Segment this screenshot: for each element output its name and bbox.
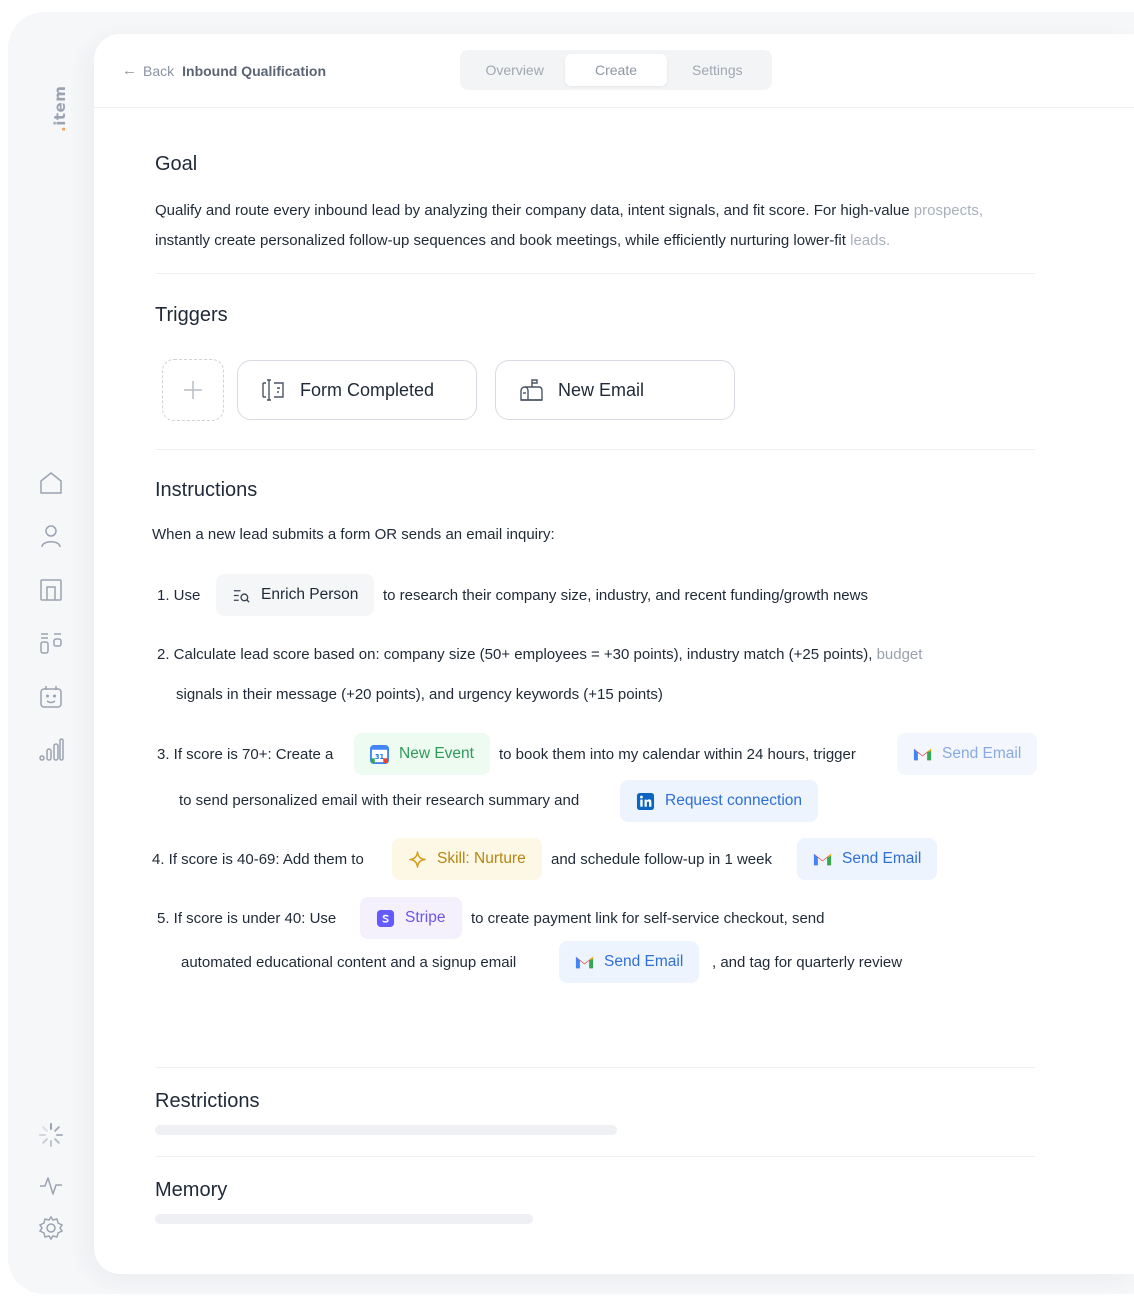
- step-4-middle: and schedule follow-up in 1 week: [551, 851, 772, 868]
- skill-nurture-chip[interactable]: [392, 838, 542, 880]
- enrich-person-chip[interactable]: [216, 574, 374, 616]
- main-panel: [94, 34, 1134, 1274]
- step-2-text-fade: budget: [876, 646, 923, 663]
- tab-settings[interactable]: Settings: [692, 62, 743, 78]
- person-icon[interactable]: [38, 523, 64, 549]
- loading-icon: [38, 1122, 64, 1148]
- send-email-chip[interactable]: [559, 941, 699, 983]
- activity-icon[interactable]: [38, 1172, 64, 1198]
- step-4-prefix: 4. If score is 40-69: Add them to: [152, 851, 364, 868]
- goal-text-part: Qualify and route every inbound lead by analyzing their company data, intent signals, and fit score. For high-value: [155, 202, 914, 219]
- gmail-icon: [575, 953, 594, 972]
- instructions-title: Instructions: [155, 479, 258, 501]
- linkedin-icon: [636, 792, 655, 811]
- step-5-line2: automated educational content and a signup email: [181, 954, 517, 971]
- chip-label: Send Email: [842, 850, 922, 867]
- svg-text:31: 31: [374, 752, 385, 761]
- trigger-label: Form Completed: [300, 379, 435, 400]
- pipeline-icon[interactable]: [38, 630, 64, 656]
- enrich-search-icon: [232, 586, 251, 605]
- logo-dot: .: [51, 125, 69, 132]
- divider: [155, 273, 1035, 274]
- bot-icon[interactable]: [38, 684, 64, 710]
- stripe-icon: [376, 909, 395, 928]
- logo-text: item: [51, 85, 69, 126]
- chip-label: Enrich Person: [261, 586, 359, 603]
- trigger-form-completed[interactable]: [237, 360, 477, 420]
- step-1-prefix: 1. Use: [157, 587, 201, 604]
- form-icon: [260, 377, 286, 403]
- goal-text-part: instantly create personalized follow-up sequences and book meetings, while efficiently nurturing lower-fit: [155, 232, 851, 249]
- trigger-label: New Email: [558, 379, 645, 400]
- instructions-intro: When a new lead submits a form OR sends an email inquiry:: [152, 526, 555, 543]
- gear-icon[interactable]: [38, 1215, 64, 1241]
- google-calendar-icon: [370, 745, 389, 764]
- chip-label: Request connection: [665, 792, 803, 809]
- plus-icon: [182, 379, 204, 401]
- breadcrumb-title: Inbound Qualification: [182, 62, 327, 79]
- arrow-left-icon: ←: [122, 62, 137, 79]
- restrictions-title: Restrictions: [155, 1090, 260, 1112]
- goal-text[interactable]: [155, 196, 1055, 256]
- request-connection-chip[interactable]: [620, 780, 818, 822]
- chip-label: Stripe: [405, 909, 446, 926]
- add-trigger-button[interactable]: [162, 359, 224, 421]
- mailbox-icon: [518, 377, 544, 403]
- trigger-new-email[interactable]: [495, 360, 735, 420]
- step-1-suffix: to research their company size, industry, and recent funding/growth news: [383, 587, 868, 604]
- restrictions-placeholder: [155, 1125, 617, 1135]
- goal-text-fade: leads.: [850, 232, 891, 249]
- tab-bar: [460, 50, 772, 90]
- step-3-prefix: 3. If score is 70+: Create a: [157, 746, 334, 763]
- new-event-chip[interactable]: [354, 733, 490, 775]
- step-5-middle: to create payment link for self-service checkout, send: [471, 910, 825, 927]
- send-email-chip[interactable]: [797, 838, 937, 880]
- divider: [155, 1067, 1035, 1068]
- tab-overview[interactable]: Overview: [485, 62, 544, 78]
- app-logo[interactable]: [48, 72, 72, 132]
- step-5-suffix: , and tag for quarterly review: [712, 954, 903, 971]
- sparkle-icon: [408, 850, 427, 869]
- home-icon[interactable]: [38, 470, 64, 496]
- step-3-middle: to book them into my calendar within 24 hours, trigger: [499, 746, 856, 763]
- back-label: Back: [143, 62, 175, 79]
- tab-create[interactable]: Create: [565, 54, 666, 86]
- chip-label: Skill: Nurture: [437, 850, 526, 867]
- send-email-chip[interactable]: [897, 733, 1037, 775]
- divider: [155, 1156, 1035, 1157]
- chip-label: New Event: [399, 745, 474, 762]
- chart-icon[interactable]: [38, 737, 64, 763]
- back-link[interactable]: [122, 62, 326, 79]
- memory-placeholder: [155, 1214, 533, 1224]
- divider: [155, 449, 1035, 450]
- memory-title: Memory: [155, 1179, 228, 1201]
- chip-label: Send Email: [942, 745, 1022, 762]
- step-2-line2: signals in their message (+20 points), and urgency keywords (+15 points): [176, 686, 663, 703]
- step-5-prefix: 5. If score is under 40: Use: [157, 910, 337, 927]
- sidebar: [8, 12, 94, 1294]
- gmail-icon: [813, 850, 832, 869]
- goal-text-fade: prospects,: [913, 202, 983, 219]
- goal-title: Goal: [155, 153, 198, 175]
- step-2-text: 2. Calculate lead score based on: company size (50+ employees = +30 points), industry match (+25 points),: [157, 646, 877, 663]
- stripe-chip[interactable]: [360, 897, 462, 939]
- chip-label: Send Email: [604, 953, 684, 970]
- step-3-line2: to send personalized email with their research summary and: [179, 792, 580, 809]
- topbar: [94, 34, 1134, 108]
- step-2-line1: [157, 646, 922, 663]
- building-icon[interactable]: [38, 577, 64, 603]
- gmail-icon: [913, 745, 932, 764]
- triggers-title: Triggers: [155, 304, 228, 326]
